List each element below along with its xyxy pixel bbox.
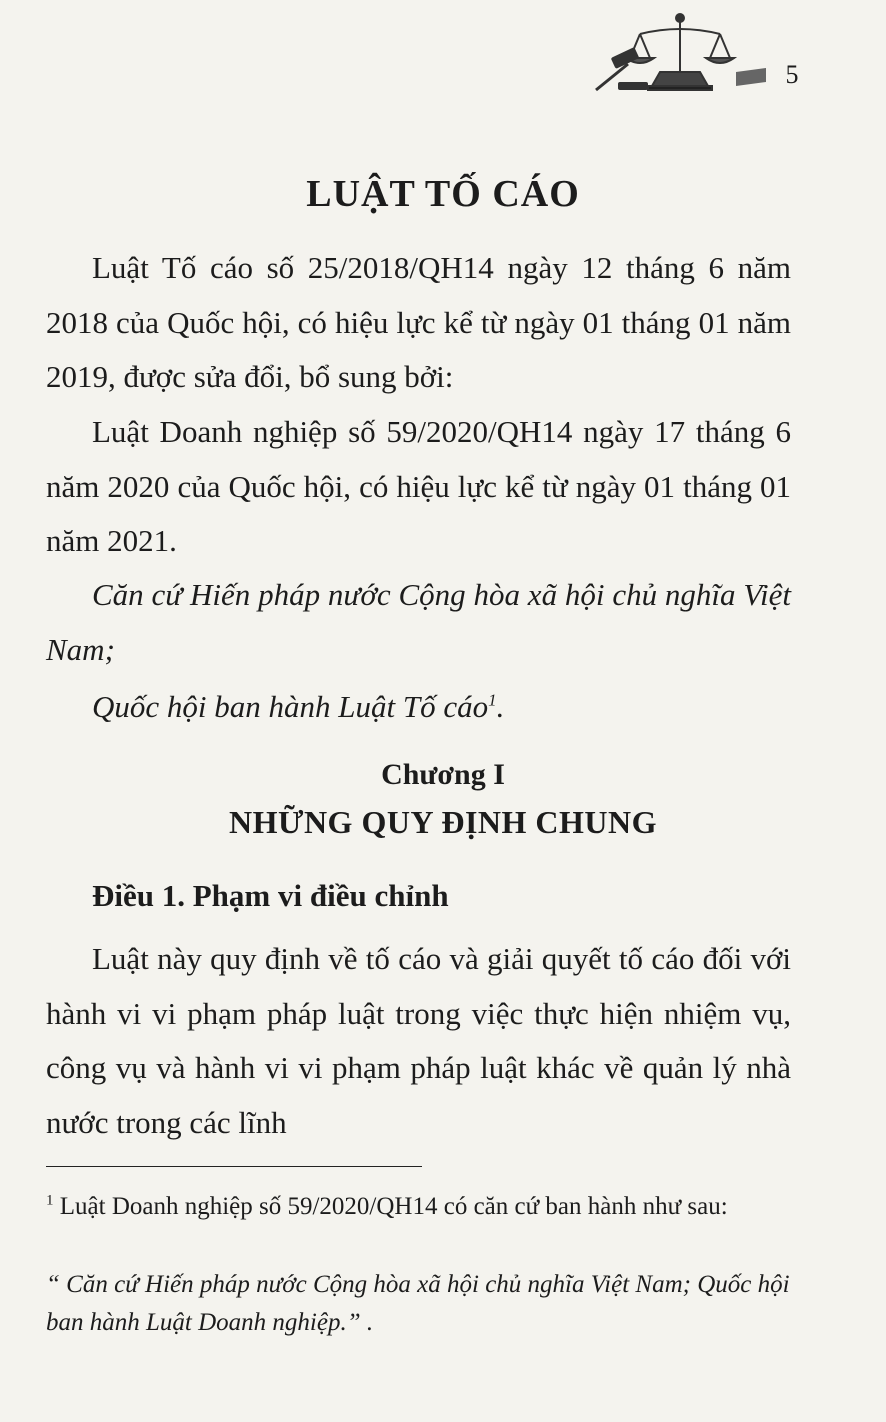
preamble-enact (46, 680, 791, 735)
scales-of-justice-gavel-icon (590, 10, 770, 96)
chapter-title: NHỮNG QUY ĐỊNH CHUNG (228, 804, 658, 840)
chapter-label: Chương I (381, 758, 505, 791)
preamble-basis: Căn cứ Hiến pháp nước Cộng hòa xã hội chủ nghĩa Việt Nam; (46, 577, 791, 667)
footnote-body: Luật Doanh nghiệp số 59/2020/QH14 có căn cứ ban hành như sau: (53, 1193, 728, 1220)
footnote-reference: 1 (488, 690, 497, 710)
page-number: 5 (785, 60, 799, 89)
footnote-quote: “ Căn cứ Hiến pháp nước Cộng hòa xã hội chủ nghĩa Việt Nam; Quốc hội ban hành Luật Doanh nghiệp.” . (46, 1271, 790, 1336)
intro-paragraph-1: Luật Tố cáo số 25/2018/QH14 ngày 12 tháng 6 năm 2018 của Quốc hội, có hiệu lực kể từ ngày 01 tháng 01 năm 2019, được sửa đổi, bổ sung bởi: (46, 250, 791, 394)
footnote-divider (46, 1166, 422, 1167)
footnote-marker: 1 (46, 1192, 54, 1209)
preamble-enact-text: Quốc hội ban hành Luật Tố cáo (92, 689, 489, 724)
article-body: Luật này quy định về tố cáo và giải quyết tố cáo đối với hành vi vi phạm pháp luật trong việc thực hiện nhiệm vụ, công vụ và hành vi vi phạm pháp luật khác về quản lý nhà nước trong các lĩnh (46, 941, 791, 1140)
intro-paragraph-2: Luật Doanh nghiệp số 59/2020/QH14 ngày 17 tháng 6 năm 2020 của Quốc hội, có hiệu lực kể từ ngày 01 tháng 01 năm 2021. (46, 414, 791, 558)
law-title: LUẬT TỐ CÁO (306, 173, 580, 215)
article-title: Điều 1. Phạm vi điều chỉnh (92, 878, 449, 913)
footnote-text (46, 1188, 791, 1226)
preamble-enact-end: . (496, 689, 505, 724)
